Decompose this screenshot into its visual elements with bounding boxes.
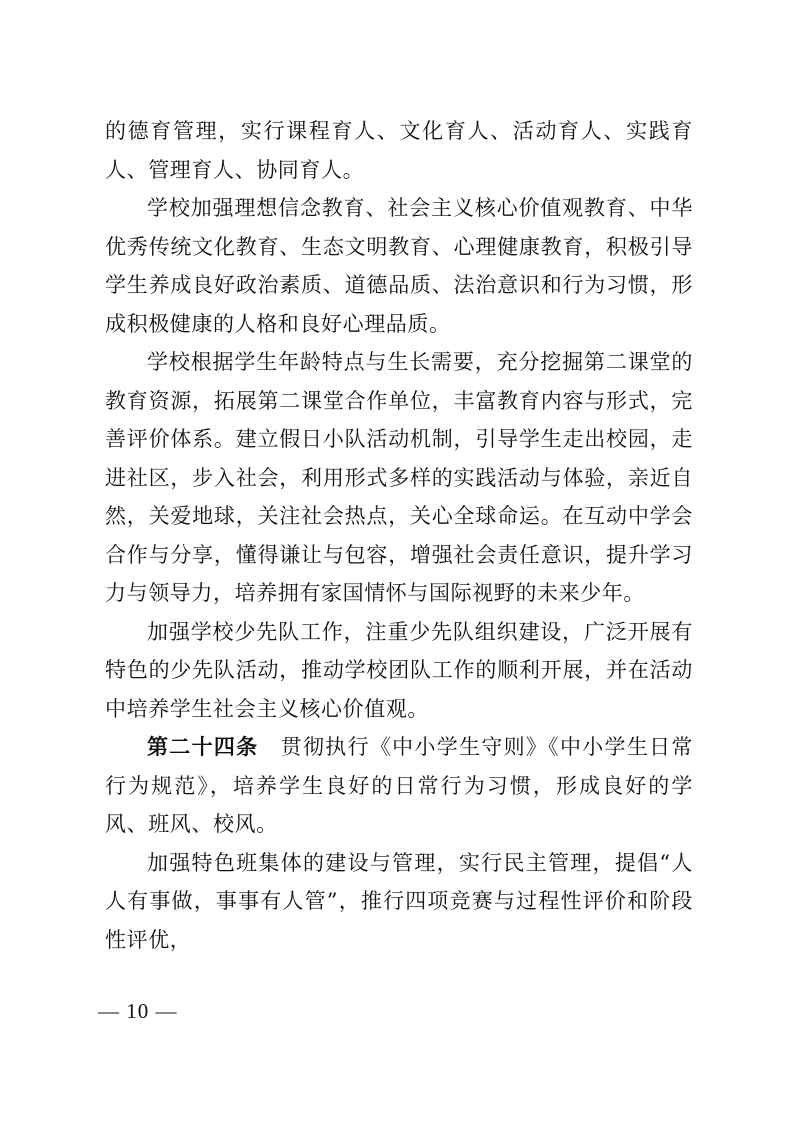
article-text: 贯彻执行《中小学生守则》《中小学生日常行为规范》，培养学生良好的日常行为习惯，形成良好的学风、班风、校风。 xyxy=(105,735,693,836)
paragraph-young-pioneers: 加强学校少先队工作，注重少先队组织建设，广泛开展有特色的少先队活动，推动学校团队工作的顺利开展，并在活动中培养学生社会主义核心价值观。 xyxy=(105,619,693,721)
paragraph-ideal-education: 学校加强理想信念教育、社会主义核心价值观教育、中华优秀传统文化教育、生态文明教育、心理健康教育，积极引导学生养成良好政治素质、道德品质、法治意识和行为习惯，形成积极健康的人格和良好心理品质。 xyxy=(105,196,693,336)
paragraph-continuation: 的德育管理，实行课程育人、文化育人、活动育人、实践育人、管理育人、协同育人。 xyxy=(105,119,693,182)
page-number: — 10 — xyxy=(98,999,178,1023)
paragraph-class-management: 加强特色班集体的建设与管理，实行民主管理，提倡“人人有事做，事事有人管”，推行四项竞赛与过程性评价和阶段性评优， xyxy=(105,850,693,952)
article-spacer xyxy=(258,735,280,759)
paragraph-second-classroom: 学校根据学生年龄特点与生长需要，充分挖掘第二课堂的教育资源，拓展第二课堂合作单位，丰富教育内容与形式，完善评价体系。建立假日小队活动机制，引导学生走出校园，走进社区，步入社会，利用形式多样的实践活动与体验，亲近自然，关爱地球，关注社会热点，关心全球命运。在互动中学会合作与分享，懂得谦让与包容，增强社会责任意识，提升学习力与领导力，培养拥有家国情怀与国际视野的未来少年。 xyxy=(105,350,693,605)
paragraph-article-24 xyxy=(105,728,693,844)
document-body xyxy=(105,112,693,959)
article-heading: 第二十四条 xyxy=(147,735,259,759)
